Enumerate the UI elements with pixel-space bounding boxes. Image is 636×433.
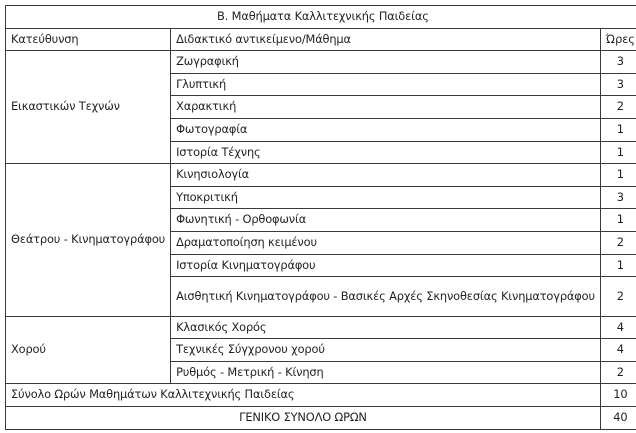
- subject-name: Κινησιολογία: [171, 164, 601, 187]
- subject-hours: 1: [600, 118, 636, 141]
- subject-name: Ρυθμός - Μετρική - Κίνηση: [171, 361, 601, 384]
- subject-hours: 1: [600, 164, 636, 187]
- subject-hours: 1: [600, 209, 636, 232]
- subject-hours: 2: [600, 96, 636, 119]
- table-row: [6, 316, 636, 339]
- grand-total-hours: 40: [600, 407, 636, 430]
- direction-visual-arts: Εικαστικών Τεχνών: [6, 51, 171, 164]
- subject-hours: 3: [600, 51, 636, 74]
- subject-name: Φωτογραφία: [171, 118, 601, 141]
- header-row: [6, 28, 636, 51]
- subject-name: Δραματοποίηση κειμένου: [171, 231, 601, 254]
- subject-name: Ιστορία Κινηματογράφου: [171, 254, 601, 277]
- subject-name: Χαρακτική: [171, 96, 601, 119]
- subject-hours: 2: [600, 277, 636, 317]
- subtotal-hours: 10: [600, 384, 636, 407]
- arts-education-curriculum-table: [5, 5, 636, 430]
- subject-hours: 1: [600, 141, 636, 164]
- table-row: [6, 51, 636, 74]
- subject-name: Φωνητική - Ορθοφωνία: [171, 209, 601, 232]
- subject-hours: 2: [600, 361, 636, 384]
- subject-hours: 3: [600, 73, 636, 96]
- subject-name: Γλυπτική: [171, 73, 601, 96]
- direction-theatre-cinema: Θεάτρου - Κινηματογράφου: [6, 164, 171, 316]
- header-subject: Διδακτικό αντικείμενο/Μάθημα: [171, 28, 601, 51]
- subject-name: Αισθητική Κινηματογράφου - Βασικές Αρχές Σκηνοθεσίας Κινηματογράφου: [171, 277, 601, 317]
- subject-hours: 4: [600, 339, 636, 362]
- grand-total-row: [6, 407, 636, 430]
- subtotal-label: Σύνολο Ωρών Μαθημάτων Καλλιτεχνικής Παιδείας: [6, 384, 601, 407]
- subject-hours: 2: [600, 231, 636, 254]
- subject-hours: 3: [600, 186, 636, 209]
- subject-hours: 1: [600, 254, 636, 277]
- subject-hours: 4: [600, 316, 636, 339]
- subtotal-row: [6, 384, 636, 407]
- table-row: [6, 164, 636, 187]
- title-row: [6, 6, 636, 29]
- subject-name: Κλασικός Χορός: [171, 316, 601, 339]
- header-direction: Κατεύθυνση: [6, 28, 171, 51]
- subject-name: Ζωγραφική: [171, 51, 601, 74]
- table-title: Β. Μαθήματα Καλλιτεχνικής Παιδείας: [6, 6, 636, 29]
- subject-name: Τεχνικές Σύγχρονου χορού: [171, 339, 601, 362]
- subject-name: Ιστορία Τέχνης: [171, 141, 601, 164]
- direction-dance: Χορού: [6, 316, 171, 384]
- subject-name: Υποκριτική: [171, 186, 601, 209]
- header-hours: Ώρες: [600, 28, 636, 51]
- grand-total-label: ΓΕΝΙΚΟ ΣΥΝΟΛΟ ΩΡΩΝ: [6, 407, 601, 430]
